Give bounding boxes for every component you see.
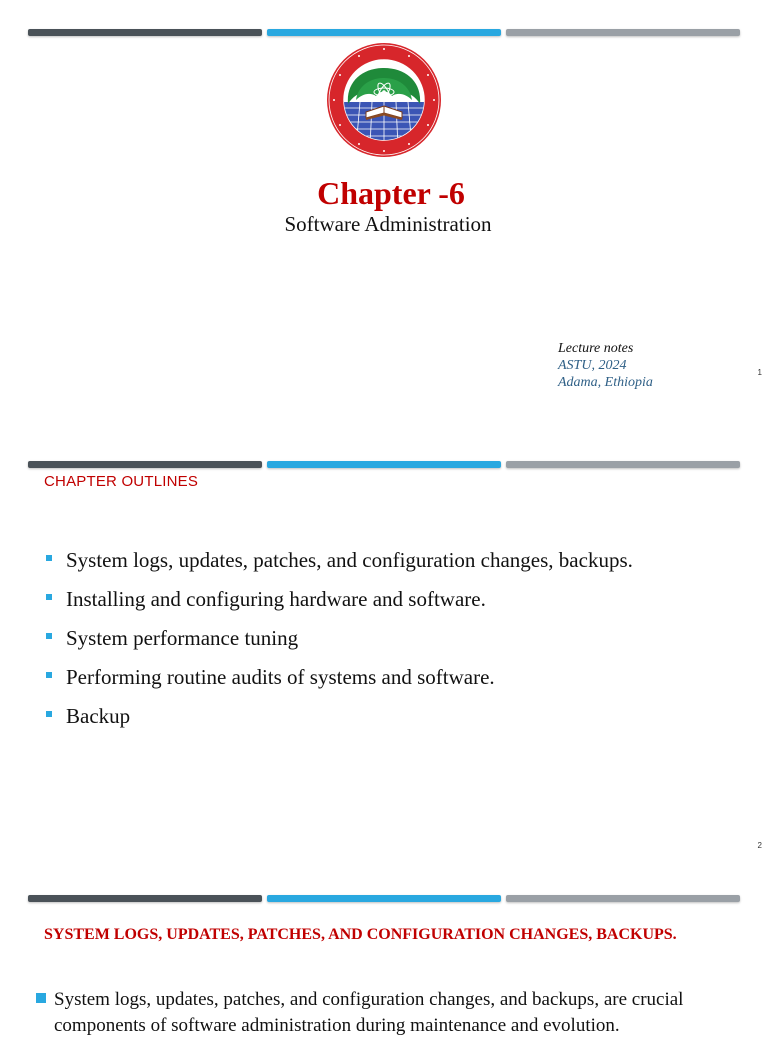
square-bullet-icon xyxy=(36,993,46,1003)
slide-number: 2 xyxy=(757,841,762,850)
square-bullet-icon xyxy=(46,633,52,639)
outline-item xyxy=(44,545,633,584)
outline-item-text: Performing routine audits of systems and software. xyxy=(66,665,495,689)
chapter-outlines-heading: CHAPTER OUTLINES xyxy=(44,473,199,490)
outline-item-text: System performance tuning xyxy=(66,626,299,650)
lecture-notes-block xyxy=(558,340,653,391)
chapter-title: Chapter -6 xyxy=(317,175,465,211)
notes-label: Lecture notes xyxy=(558,341,634,356)
chapter-subtitle: Software Administration xyxy=(284,212,492,236)
top-bar-gray xyxy=(506,29,740,36)
slide-2 xyxy=(0,433,768,867)
outline-item-text: System logs, updates, patches, and configuration changes, backups. xyxy=(66,548,633,572)
outline-item-text: Installing and configuring hardware and software. xyxy=(66,587,486,611)
slide-number: 1 xyxy=(757,368,762,377)
slide-1 xyxy=(0,0,768,433)
square-bullet-icon xyxy=(46,711,52,717)
outline-item xyxy=(44,584,633,623)
section-body-text: System logs, updates, patches, and configuration changes, and backups, are crucial components of software administration during maintenance and evolution. xyxy=(54,989,684,1036)
top-bar-dark xyxy=(28,895,262,902)
outline-item-text: Backup xyxy=(66,704,131,728)
outline-list xyxy=(44,545,633,740)
top-bar-blue xyxy=(267,29,501,36)
top-bar-gray xyxy=(506,461,740,468)
section-heading: SYSTEM LOGS, UPDATES, PATCHES, AND CONFIGURATION CHANGES, BACKUPS. xyxy=(44,926,677,943)
notes-institution: ASTU, 2024 xyxy=(558,358,627,373)
university-logo xyxy=(326,42,442,158)
section-body xyxy=(36,987,726,1039)
slide-3 xyxy=(0,867,768,1036)
top-bar-dark xyxy=(28,461,262,468)
square-bullet-icon xyxy=(46,555,52,561)
outline-item xyxy=(44,662,633,701)
top-bar-gray xyxy=(506,895,740,902)
outline-item xyxy=(44,701,633,740)
top-bar-blue xyxy=(267,895,501,902)
square-bullet-icon xyxy=(46,672,52,678)
top-bar-blue xyxy=(267,461,501,468)
notes-location: Adama, Ethiopia xyxy=(558,375,653,390)
square-bullet-icon xyxy=(46,594,52,600)
top-bar-dark xyxy=(28,29,262,36)
outline-item xyxy=(44,623,633,662)
